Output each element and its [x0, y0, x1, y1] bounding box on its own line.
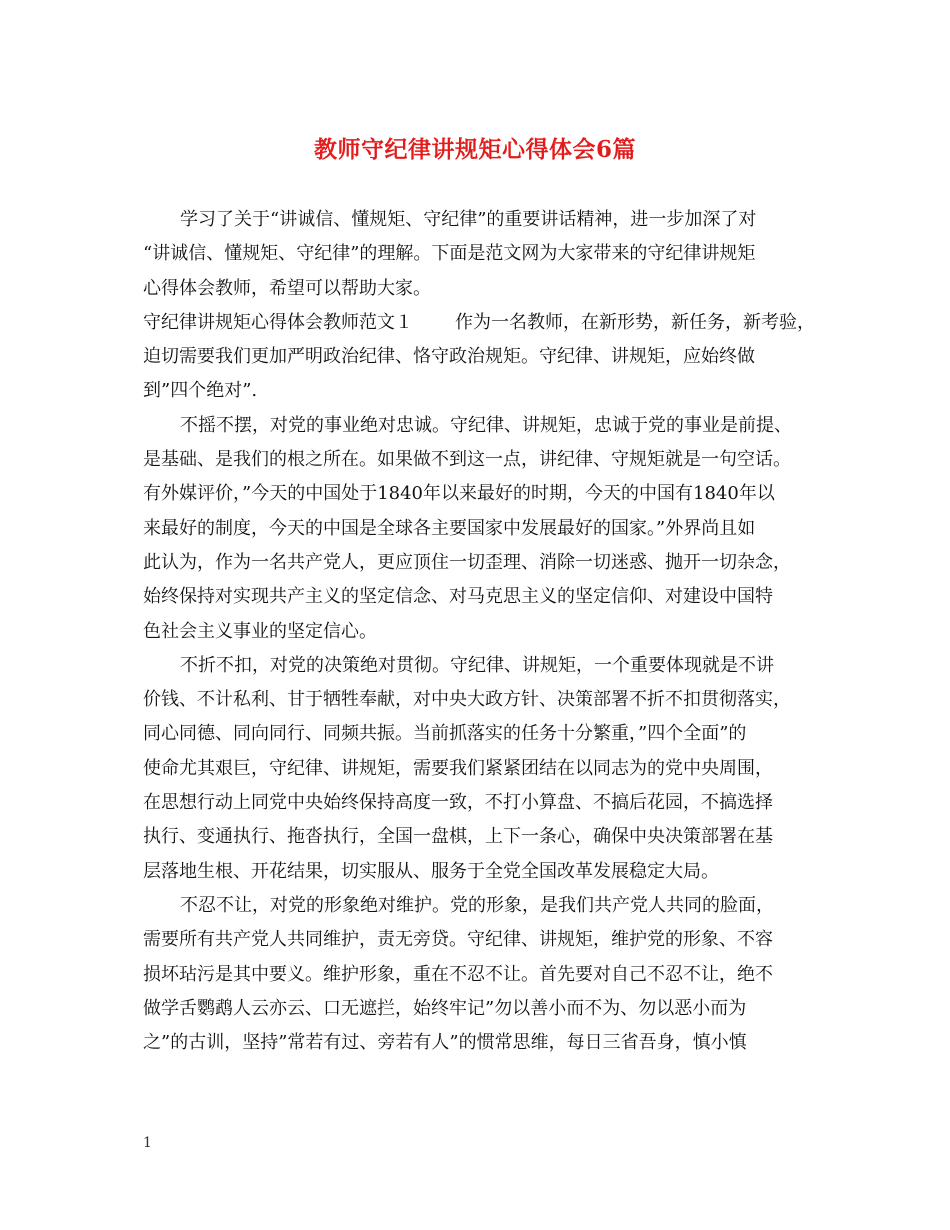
paragraph-line: 始终保持对实现共产主义的坚定信念、对马克思主义的坚定信仰、对建设中国特: [143, 586, 773, 608]
paragraph-line: 有外媒评价，”今天的中国处于1840年以来最好的时期，今天的中国有1840年以: [143, 483, 775, 505]
paragraph-line: 来最好的制度，今天的中国是全球各主要国家中发展最好的国家。”外界尚且如: [143, 517, 756, 539]
intro-line: 心得体会教师，希望可以帮助大家。: [143, 277, 431, 299]
section-heading: 守纪律讲规矩心得体会教师范文１: [143, 311, 413, 333]
paragraph-line: 不忍不让，对党的形象绝对维护。党的形象，是我们共产党人共同的脸面，: [180, 894, 774, 916]
section-line: 到”四个绝对”.: [143, 380, 258, 402]
paragraph-line: 损坏玷污是其中要义。维护形象，重在不忍不让。首先要对自己不忍不让，绝不: [143, 963, 773, 985]
paragraph-line: 不折不扣，对党的决策绝对贯彻。守纪律、讲规矩，一个重要体现就是不讲: [180, 654, 774, 676]
intro-line: “讲诚信、懂规矩、守纪律”的理解。下面是范文网为大家带来的守纪律讲规矩: [143, 243, 756, 265]
paragraph-line: 是基础、是我们的根之所在。如果做不到这一点，讲纪律、守规矩就是一句空话。: [143, 449, 791, 471]
intro-line: 学习了关于“讲诚信、懂规矩、守纪律”的重要讲话精神，进一步加深了对: [180, 209, 757, 230]
paragraph-line: 不摇不摆，对党的事业绝对忠诚。守纪律、讲规矩，忠诚于党的事业是前提、: [180, 414, 792, 436]
paragraph-line: 同心同德、同向同行、同频共振。当前抓落实的任务十分繁重，”四个全面”的: [143, 723, 747, 745]
section-heading-rest: 作为一名教师，在新形势，新任务，新考验，: [455, 311, 815, 333]
paragraph-line: 色社会主义事业的坚定信心。: [143, 620, 377, 642]
paragraph-line: 价钱、不计私利、甘于牺牲奉献，对中央大政方针、决策部署不折不扣贯彻落实，: [143, 689, 791, 711]
page-number: 1: [143, 1135, 152, 1151]
document-title: 教师守纪律讲规矩心得体会6篇: [313, 136, 636, 163]
paragraph-line: 层落地生根、开花结果，切实服从、服务于全党全国改革发展稳定大局。: [143, 860, 719, 882]
paragraph-line: 需要所有共产党人共同维护，责无旁贷。守纪律、讲规矩，维护党的形象、不容: [143, 929, 773, 951]
paragraph-line: 在思想行动上同党中央始终保持高度一致，不打小算盘、不搞后花园，不搞选择: [143, 792, 773, 814]
paragraph-line: 此认为，作为一名共产党人，更应顶住一切歪理、消除一切迷惑、抛开一切杂念，: [143, 551, 791, 573]
paragraph-line: 做学舌鹦鹉人云亦云、口无遮拦，始终牢记”勿以善小而不为、勿以恶小而为: [143, 997, 747, 1019]
section-line: 迫切需要我们更加严明政治纪律、恪守政治规矩。守纪律、讲规矩，应始终做: [143, 346, 755, 368]
paragraph-line: 之”的古训，坚持”常若有过、旁若有人”的惯常思维，每日三省吾身，慎小慎: [143, 1032, 747, 1054]
document-body: [143, 203, 833, 1060]
paragraph-line: 使命尤其艰巨，守纪律、讲规矩，需要我们紧紧团结在以同志为的党中央周围，: [143, 757, 773, 779]
paragraph-line: 执行、变通执行、拖沓执行，全国一盘棋，上下一条心，确保中央决策部署在基: [143, 826, 773, 848]
section-heading-line: [143, 306, 833, 340]
